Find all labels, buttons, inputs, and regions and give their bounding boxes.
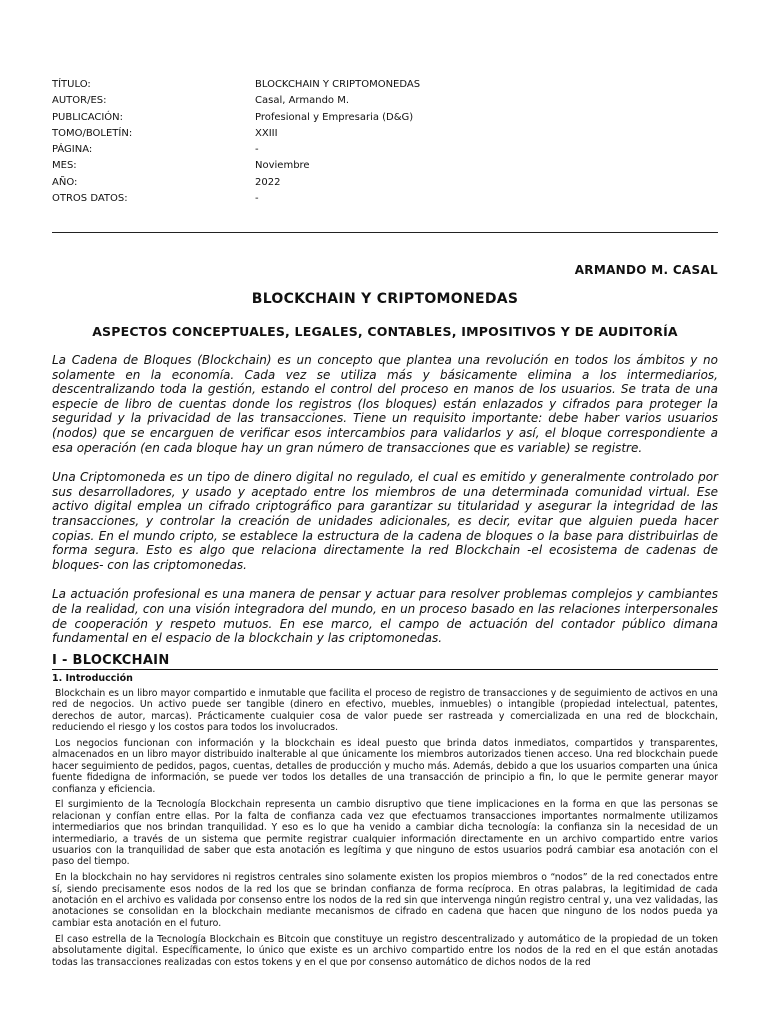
metadata-value: Casal, Armando M. [255,95,350,107]
intro-paragraph: La Cadena de Bloques (Blockchain) es un concepto que plantea una revolución en todos los ámbitos y no solamente en la economía. Cada vez se utiliza más y básicamente elimina a los intermediarios, descentralizando toda la gestión, estando el control del proceso en manos de los usuarios. Se trata de una especie de libro de cuentas donde los registros (los bloques) están enlazados y cifrados para proteger la seguridad y la privacidad de las transacciones. Tiene un requisito importante: debe haber varios usuarios (nodos) que se encarguen de verificar esos intercambios para validarlos y así, el bloque correspondiente a esa operación (en cada bloque hay un gran número de transacciones que es variable) se registre. [52,353,718,455]
metadata-value: Noviembre [255,160,310,172]
article-author: ARMANDO M. CASAL [574,263,718,277]
metadata-value: - [255,144,259,156]
metadata-value: XXIII [255,127,278,139]
metadata-table [52,77,718,207]
metadata-label: TÍTULO: [52,79,91,90]
intro-paragraph: La actuación profesional es una manera de pensar y actuar para resolver problemas complejos y cambiantes de la realidad, con una visión integradora del mundo, en un proceso basado en las relaciones interpersonales de cooperación y respeto mutuos. En ese marco, el campo de actuación del contador público dimana fundamental en el espacio de la blockchain y las criptomonedas. [52,587,718,646]
body-paragraph: En la blockchain no hay servidores ni registros centrales sino solamente existen los propios miembros o “nodos” de la red conectados entre sí, siendo precisamente esos nodos de la red los que se brindan confianza de forma recíproca. En otras palabras, la legitimidad de cada anotación en el archivo es validada por consenso entre los nodos de la red sin que intervenga ningún registro central y, una vez validadas, las anotaciones se consolidan en la blockchain mediante mecanismos de cifrado en cadena que hacen que ninguno de los nodos pueda ya cambiar esta anotación en el futuro. [52,872,718,929]
article-subtitle: ASPECTOS CONCEPTUALES, LEGALES, CONTABLES, IMPOSITIVOS Y DE AUDITORÍA [92,324,678,339]
metadata-row-title [52,77,718,93]
metadata-label: TOMO/BOLETÍN: [52,127,133,139]
metadata-label: MES: [52,160,77,172]
metadata-label: PÁGINA: [52,144,93,156]
intro-paragraph: Una Criptomoneda es un tipo de dinero digital no regulado, el cual es emitido y generalmente controlado por sus desarrolladores, y usado y aceptado entre los miembros de una determinada comunidad virtual. Ese activo digital emplea un cifrado criptográfico para garantizar su titularidad y asegurar la integridad de las transacciones, y controlar la creación de unidades adicionales, es decir, evitar que alguien pueda hacer copias. En el mundo cripto, se establece la estructura de la cadena de bloques o la base para distribuirlas de forma segura. Esto es algo que relaciona directamente la red Blockchain -el ecosistema de cadenas de bloques- con las criptomonedas. [52,470,718,572]
metadata-value: Profesional y Empresaria (D&G) [255,111,414,123]
section-heading [52,649,718,670]
metadata-row-other [52,191,718,207]
metadata-value: BLOCKCHAIN Y CRIPTOMONEDAS [255,79,421,90]
metadata-label: AUTOR/ES: [52,95,107,107]
metadata-label: OTROS DATOS: [52,193,128,205]
subsection-heading: 1. Introducción [52,673,133,684]
metadata-row-publication [52,110,718,126]
body-paragraph: Los negocios funcionan con información y la blockchain es ideal puesto que brinda datos inmediatos, compartidos y transparentes, almacenados en un libro mayor distribuido inalterable al que únicamente los miembros autorizados tienen acceso. Una red blockchain puede hacer seguimiento de pedidos, pagos, cuentas, detalles de producción y mucho más. Además, debido a que los usuarios comparten una única fuente fidedigna de información, se puede ver todos los detalles de una transacción de principio a fin, lo que le permite generar mayor confianza y eficiencia. [52,738,718,795]
metadata-row-volume [52,126,718,142]
metadata-row-month [52,158,718,174]
metadata-row-year [52,175,718,191]
metadata-row-page [52,142,718,158]
metadata-value: 2022 [255,176,281,188]
body-paragraph: El caso estrella de la Tecnología Blockchain es Bitcoin que constituye un registro descentralizado y automático de la propiedad de un token absolutamente digital. Específicamente, lo único que existe es un archivo compartido entre los nodos de la red en el que están anotadas todas las transacciones realizadas con estos tokens y en el que por consenso automático de dichos nodos de la red [52,933,718,968]
section-heading-text: I - BLOCKCHAIN [52,653,170,668]
body-paragraph: El surgimiento de la Tecnología Blockchain representa un cambio disruptivo que tiene implicaciones en la forma en que las personas se relacionan y confían entre ellas. Por la falta de confianza cada vez que efectuamos transacciones importantes normalmente utilizamos intermediarios que nos brindan tranquilidad. Y eso es lo que ha venido a cambiar dicha tecnología: la confianza sin la necesidad de un intermediario, a través de un sistema que permite registrar cualquier información directamente en un archivo compartido entre varios usuarios con la tranquilidad de saber que esta anotación es legítima y que ninguno de estos usuarios podrá cambiar esa anotación con el paso del tiempo. [52,799,718,868]
metadata-label: AÑO: [52,176,78,188]
metadata-label: PUBLICACIÓN: [52,111,124,123]
body-paragraph: Blockchain es un libro mayor compartido e inmutable que facilita el proceso de registro de transacciones y de seguimiento de activos en una red de negocios. Un activo puede ser tangible (dinero en efectivo, muebles, inmuebles) o intangible (propiedad intelectual, patentes, derechos de autor, marcas). Prácticamente cualquier cosa de valor puede ser rastreada y comercializada en una red de blockchain, reduciendo el riesgo y los costos para todos los involucrados. [52,688,718,734]
metadata-value: - [255,193,259,205]
article-title: BLOCKCHAIN Y CRIPTOMONEDAS [251,291,519,307]
metadata-row-author [52,93,718,109]
body-text [52,688,718,972]
intro-abstract [52,353,718,661]
header-divider [52,232,718,233]
